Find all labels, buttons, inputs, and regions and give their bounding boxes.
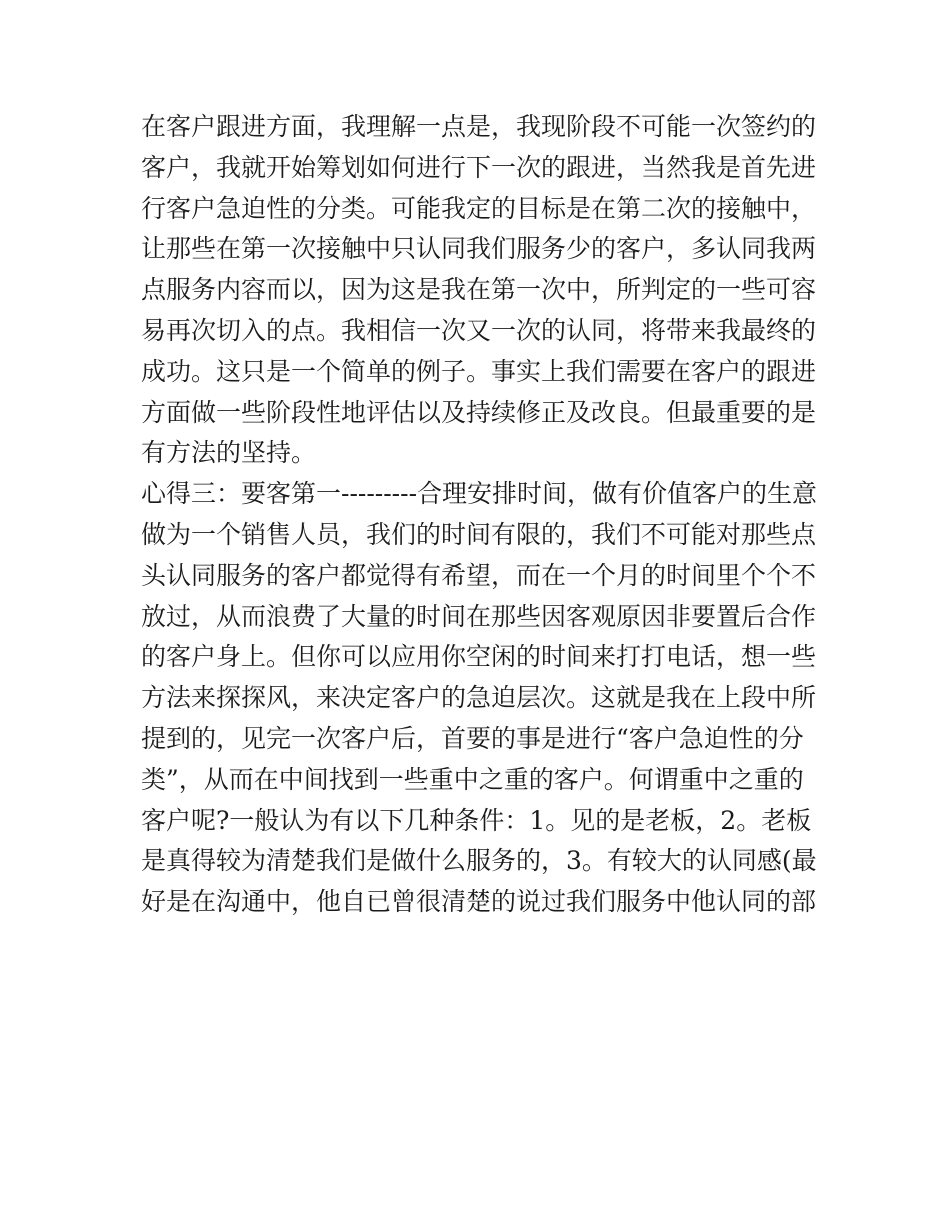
text-line: 方面做一些阶段性地评估以及持续修正及改良。但最重要的是 — [141, 397, 817, 427]
text-line: 客户呢?一般认为有以下几种条件：1。见的是老板，2。老板 — [141, 805, 812, 835]
text-line: 好是在沟通中，他自已曾很清楚的说过我们服务中他认同的部 — [141, 887, 817, 917]
text-line: 做为一个销售人员，我们的时间有限的，我们不可能对那些点 — [141, 519, 817, 549]
text-line: 放过，从而浪费了大量的时间在那些因客观原因非要置后合作 — [141, 601, 817, 631]
text-line: 有方法的坚持。 — [141, 438, 317, 468]
text-line: 的客户身上。但你可以应用你空闲的时间来打打电话，想一些 — [141, 642, 817, 672]
text-line: 在客户跟进方面，我理解一点是，我现阶段不可能一次签约的 — [141, 112, 817, 141]
text-line: 提到的，见完一次客户后，首要的事是进行“客户急迫性的分 — [141, 723, 804, 753]
section-heading-line: 心得三：要客第一---------合理安排时间，做有价值客户的生意 — [141, 479, 818, 509]
text-line: 成功。这只是一个简单的例子。事实上我们需要在客户的跟进 — [141, 356, 817, 386]
text-line: 让那些在第一次接触中只认同我们服务少的客户，多认同我两 — [141, 234, 817, 264]
text-line: 类”，从而在中间找到一些重中之重的客户。何谓重中之重的 — [141, 764, 804, 794]
text-line: 客户，我就开始筹划如何进行下一次的跟进，当然我是首先进 — [141, 152, 817, 182]
text-line: 是真得较为清楚我们是做什么服务的，3。有较大的认同感(最 — [141, 846, 817, 876]
text-line: 点服务内容而以，因为这是我在第一次中，所判定的一些可容 — [141, 275, 817, 305]
text-line: 头认同服务的客户都觉得有希望，而在一个月的时间里个个不 — [141, 560, 817, 590]
text-line: 易再次切入的点。我相信一次又一次的认同，将带来我最终的 — [141, 315, 817, 345]
text-line: 方法来探探风，来决定客户的急迫层次。这就是我在上段中所 — [141, 683, 817, 713]
text-line: 行客户急迫性的分类。可能我定的目标是在第二次的接触中， — [141, 193, 817, 223]
body-text — [141, 107, 821, 923]
